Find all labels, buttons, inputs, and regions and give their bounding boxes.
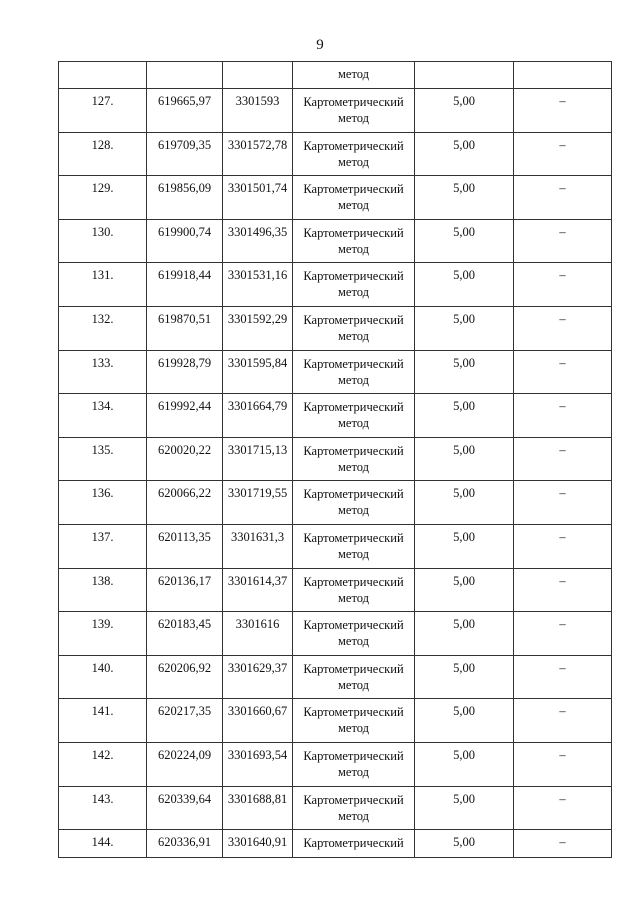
cell-y (223, 437, 293, 481)
table-row (59, 350, 612, 394)
cell-accuracy-text: 5,00 (453, 617, 475, 632)
cell-method-text: Картометрический метод (303, 661, 404, 692)
cell-y (223, 89, 293, 133)
cell-y-text: 3301501,74 (227, 181, 288, 196)
cell-accuracy (415, 655, 514, 699)
cell-number (59, 176, 147, 220)
cell-method-text: Картометрический метод (303, 182, 404, 213)
cell-y (223, 132, 293, 176)
cell-accuracy (415, 699, 514, 743)
cell-method-text: Картометрический метод (303, 312, 404, 343)
cell-y (223, 306, 293, 350)
cell-x (147, 655, 223, 699)
cell-accuracy-text: 5,00 (453, 442, 475, 457)
cell-note (514, 612, 612, 656)
cell-x-text: 619918,44 (157, 268, 212, 283)
cell-number-text: 140. (91, 660, 114, 675)
cell-x (147, 306, 223, 350)
cell-note-text: – (559, 573, 566, 588)
cell-accuracy (415, 830, 514, 858)
coordinates-table (58, 61, 612, 858)
cell-note-text: – (559, 137, 566, 152)
table-row-continuation (59, 62, 612, 89)
cell-method-text: Картометрический метод (303, 138, 404, 169)
table-row (59, 219, 612, 263)
table-row (59, 568, 612, 612)
cell-accuracy-text: 5,00 (453, 791, 475, 806)
cell-x (147, 132, 223, 176)
cell-x-text: 619856,09 (157, 181, 212, 196)
table-row (59, 394, 612, 438)
cell-y-text: 3301693,54 (227, 747, 288, 762)
cell-note-text: – (559, 442, 566, 457)
cell-number-text: 136. (91, 486, 114, 501)
table-row (59, 263, 612, 307)
cell-number-text: 130. (91, 224, 114, 239)
cell-note-text: – (559, 486, 566, 501)
cell-y-text: 3301660,67 (227, 704, 288, 719)
cell-y (223, 786, 293, 830)
cell-number (59, 394, 147, 438)
cell-y (223, 612, 293, 656)
cell-y-text: 3301640,91 (227, 835, 288, 850)
cell-x-text: 620113,35 (158, 529, 211, 544)
cell-note-text: – (559, 835, 566, 850)
cell-number (59, 612, 147, 656)
cell-method (293, 655, 415, 699)
cell-accuracy (415, 350, 514, 394)
cell-x (147, 612, 223, 656)
cell-note (514, 394, 612, 438)
cell-x-text: 619928,79 (157, 355, 212, 370)
cell-method (293, 263, 415, 307)
cell-x (147, 786, 223, 830)
cell-y (223, 350, 293, 394)
cell-method-text: Картометрический метод (303, 705, 404, 736)
cell-method (293, 481, 415, 525)
cell-method (293, 742, 415, 786)
cell-note (514, 263, 612, 307)
cell-method (293, 132, 415, 176)
cell-method (293, 306, 415, 350)
cell-note (514, 437, 612, 481)
cell-y (223, 219, 293, 263)
cell-note (514, 481, 612, 525)
cell-x (147, 830, 223, 858)
cell-note (514, 699, 612, 743)
cell-note-text: – (559, 704, 566, 719)
cell-method-text: Картометрический метод (303, 530, 404, 561)
cell-x-text: 620020,22 (157, 442, 212, 457)
cell-accuracy (415, 481, 514, 525)
cell-accuracy (415, 62, 514, 89)
cell-number (59, 219, 147, 263)
cell-y (223, 830, 293, 858)
cell-note-text: – (559, 660, 566, 675)
cell-number-text: 139. (91, 617, 114, 632)
table-row (59, 306, 612, 350)
cell-x (147, 742, 223, 786)
cell-accuracy (415, 612, 514, 656)
cell-note (514, 350, 612, 394)
cell-note (514, 306, 612, 350)
cell-y-text: 3301531,16 (227, 268, 288, 283)
cell-accuracy-text: 5,00 (453, 224, 475, 239)
cell-y-text: 3301614,37 (227, 573, 288, 588)
cell-number-text: 128. (91, 137, 114, 152)
cell-accuracy (415, 786, 514, 830)
cell-x-text: 620206,92 (157, 660, 212, 675)
cell-accuracy-text: 5,00 (453, 94, 475, 108)
cell-x (147, 568, 223, 612)
cell-x (147, 699, 223, 743)
cell-accuracy-text: 5,00 (453, 268, 475, 283)
cell-note (514, 568, 612, 612)
cell-note-text: – (559, 94, 566, 108)
cell-method (293, 62, 415, 89)
cell-note (514, 62, 612, 89)
cell-method (293, 89, 415, 133)
cell-number-text: 144. (91, 835, 114, 850)
cell-number-text: 138. (91, 573, 114, 588)
cell-y-text: 3301664,79 (227, 399, 288, 414)
cell-method-text: Картометрический метод (303, 443, 404, 474)
cell-x-text: 619709,35 (157, 137, 212, 152)
cell-method (293, 219, 415, 263)
cell-accuracy-text: 5,00 (453, 399, 475, 414)
cell-y-text: 3301592,29 (227, 311, 288, 326)
cell-number (59, 350, 147, 394)
cell-method (293, 699, 415, 743)
cell-y (223, 655, 293, 699)
cell-accuracy (415, 132, 514, 176)
cell-accuracy (415, 742, 514, 786)
cell-accuracy-text: 5,00 (453, 311, 475, 326)
cell-number (59, 830, 147, 858)
cell-number (59, 786, 147, 830)
table-row (59, 830, 612, 858)
cell-accuracy (415, 568, 514, 612)
cell-number-text: 133. (91, 355, 114, 370)
cell-note-text: – (559, 311, 566, 326)
cell-accuracy-text: 5,00 (453, 573, 475, 588)
cell-method (293, 437, 415, 481)
cell-number-text: 141. (91, 704, 114, 719)
cell-note-text: – (559, 529, 566, 544)
cell-method (293, 830, 415, 858)
table-row (59, 437, 612, 481)
cell-method (293, 350, 415, 394)
cell-x-text: 619665,97 (157, 94, 212, 108)
table-row (59, 132, 612, 176)
cell-number-text: 142. (91, 747, 114, 762)
cell-accuracy-text: 5,00 (453, 747, 475, 762)
cell-note (514, 786, 612, 830)
cell-method-text: Картометрический метод (303, 269, 404, 300)
cell-accuracy (415, 219, 514, 263)
cell-method-text: Картометрический метод (303, 618, 404, 649)
cell-method (293, 524, 415, 568)
cell-x-text: 619992,44 (157, 399, 212, 414)
table-row (59, 742, 612, 786)
table-row (59, 612, 612, 656)
cell-note (514, 176, 612, 220)
cell-number (59, 699, 147, 743)
cell-accuracy-text: 5,00 (453, 355, 475, 370)
cell-x-text: 620339,64 (157, 791, 212, 806)
cell-x (147, 524, 223, 568)
cell-number (59, 437, 147, 481)
cell-number (59, 89, 147, 133)
cell-x (147, 89, 223, 133)
cell-y (223, 742, 293, 786)
page-number: 9 (316, 37, 324, 53)
cell-number-text: 132. (91, 311, 114, 326)
cell-accuracy-text: 5,00 (453, 704, 475, 719)
table-row (59, 524, 612, 568)
cell-y-text: 3301572,78 (227, 137, 288, 152)
cell-x-text: 620217,35 (157, 704, 212, 719)
cell-x-text: 620066,22 (157, 486, 212, 501)
method-continuation: метод (337, 67, 369, 81)
cell-y-text: 3301719,55 (227, 486, 288, 501)
cell-number (59, 481, 147, 525)
cell-y-text: 3301688,81 (227, 791, 288, 806)
table-row (59, 699, 612, 743)
cell-method-text: Картометрический метод (303, 487, 404, 518)
cell-y-text: 3301715,13 (227, 442, 288, 457)
cell-method-text: Картометрический (303, 836, 404, 851)
cell-method-text: Картометрический метод (303, 400, 404, 431)
cell-note-text: – (559, 355, 566, 370)
cell-number-text: 131. (91, 268, 114, 283)
cell-note-text: – (559, 617, 566, 632)
cell-method (293, 176, 415, 220)
cell-x (147, 263, 223, 307)
cell-method (293, 394, 415, 438)
cell-accuracy-text: 5,00 (453, 835, 475, 850)
cell-method (293, 786, 415, 830)
cell-method (293, 568, 415, 612)
cell-x (147, 62, 223, 89)
cell-x (147, 481, 223, 525)
cell-note (514, 132, 612, 176)
cell-accuracy (415, 524, 514, 568)
cell-y-text: 3301616 (235, 617, 280, 632)
cell-note-text: – (559, 224, 566, 239)
cell-y (223, 263, 293, 307)
cell-note-text: – (559, 268, 566, 283)
cell-number-text: 137. (91, 529, 114, 544)
cell-y-text: 3301629,37 (227, 660, 288, 675)
cell-note (514, 219, 612, 263)
cell-method-text: Картометрический метод (303, 574, 404, 605)
cell-y-text: 3301595,84 (227, 355, 288, 370)
cell-x-text: 620336,91 (157, 835, 212, 850)
cell-x-text: 619900,74 (157, 224, 212, 239)
cell-y (223, 62, 293, 89)
cell-x (147, 176, 223, 220)
cell-method-text: Картометрический метод (303, 356, 404, 387)
cell-note (514, 742, 612, 786)
cell-note (514, 524, 612, 568)
cell-method-text: Картометрический метод (303, 95, 404, 125)
cell-number (59, 524, 147, 568)
cell-number (59, 568, 147, 612)
cell-y-text: 3301593 (235, 94, 280, 108)
cell-x-text: 620136,17 (157, 573, 212, 588)
cell-number-text: 135. (91, 442, 114, 457)
cell-accuracy-text: 5,00 (453, 529, 475, 544)
cell-y-text: 3301631,3 (230, 529, 285, 544)
cell-y (223, 524, 293, 568)
cell-note-text: – (559, 747, 566, 762)
cell-accuracy (415, 89, 514, 133)
cell-y (223, 481, 293, 525)
table-row (59, 89, 612, 133)
table-row (59, 786, 612, 830)
cell-note (514, 655, 612, 699)
cell-method-text: Картометрический метод (303, 748, 404, 779)
cell-number-text: 129. (91, 181, 114, 196)
cell-method (293, 612, 415, 656)
cell-number (59, 263, 147, 307)
cell-accuracy-text: 5,00 (453, 660, 475, 675)
cell-accuracy-text: 5,00 (453, 181, 475, 196)
cell-x (147, 394, 223, 438)
cell-number-text: 134. (91, 399, 114, 414)
cell-note-text: – (559, 399, 566, 414)
cell-y-text: 3301496,35 (227, 224, 288, 239)
cell-y (223, 699, 293, 743)
cell-x-text: 620183,45 (157, 617, 212, 632)
cell-number-text: 127. (91, 94, 114, 108)
cell-y (223, 394, 293, 438)
cell-accuracy-text: 5,00 (453, 137, 475, 152)
table-row (59, 655, 612, 699)
table-row (59, 481, 612, 525)
cell-accuracy (415, 394, 514, 438)
cell-number (59, 306, 147, 350)
cell-x (147, 437, 223, 481)
cell-accuracy (415, 437, 514, 481)
cell-number (59, 132, 147, 176)
cell-accuracy (415, 263, 514, 307)
cell-accuracy-text: 5,00 (453, 486, 475, 501)
cell-method-text: Картометрический метод (303, 225, 404, 256)
cell-note-text: – (559, 791, 566, 806)
cell-x (147, 350, 223, 394)
cell-x-text: 620224,09 (157, 747, 212, 762)
cell-note-text: – (559, 181, 566, 196)
cell-x-text: 619870,51 (157, 311, 212, 326)
cell-number (59, 655, 147, 699)
cell-note (514, 830, 612, 858)
table-row (59, 176, 612, 220)
cell-number (59, 742, 147, 786)
cell-note (514, 89, 612, 133)
cell-method-text: Картометрический метод (303, 792, 404, 823)
cell-x (147, 219, 223, 263)
cell-y (223, 176, 293, 220)
cell-y (223, 568, 293, 612)
cell-number (59, 62, 147, 89)
cell-number-text: 143. (91, 791, 114, 806)
cell-accuracy (415, 176, 514, 220)
cell-accuracy (415, 306, 514, 350)
